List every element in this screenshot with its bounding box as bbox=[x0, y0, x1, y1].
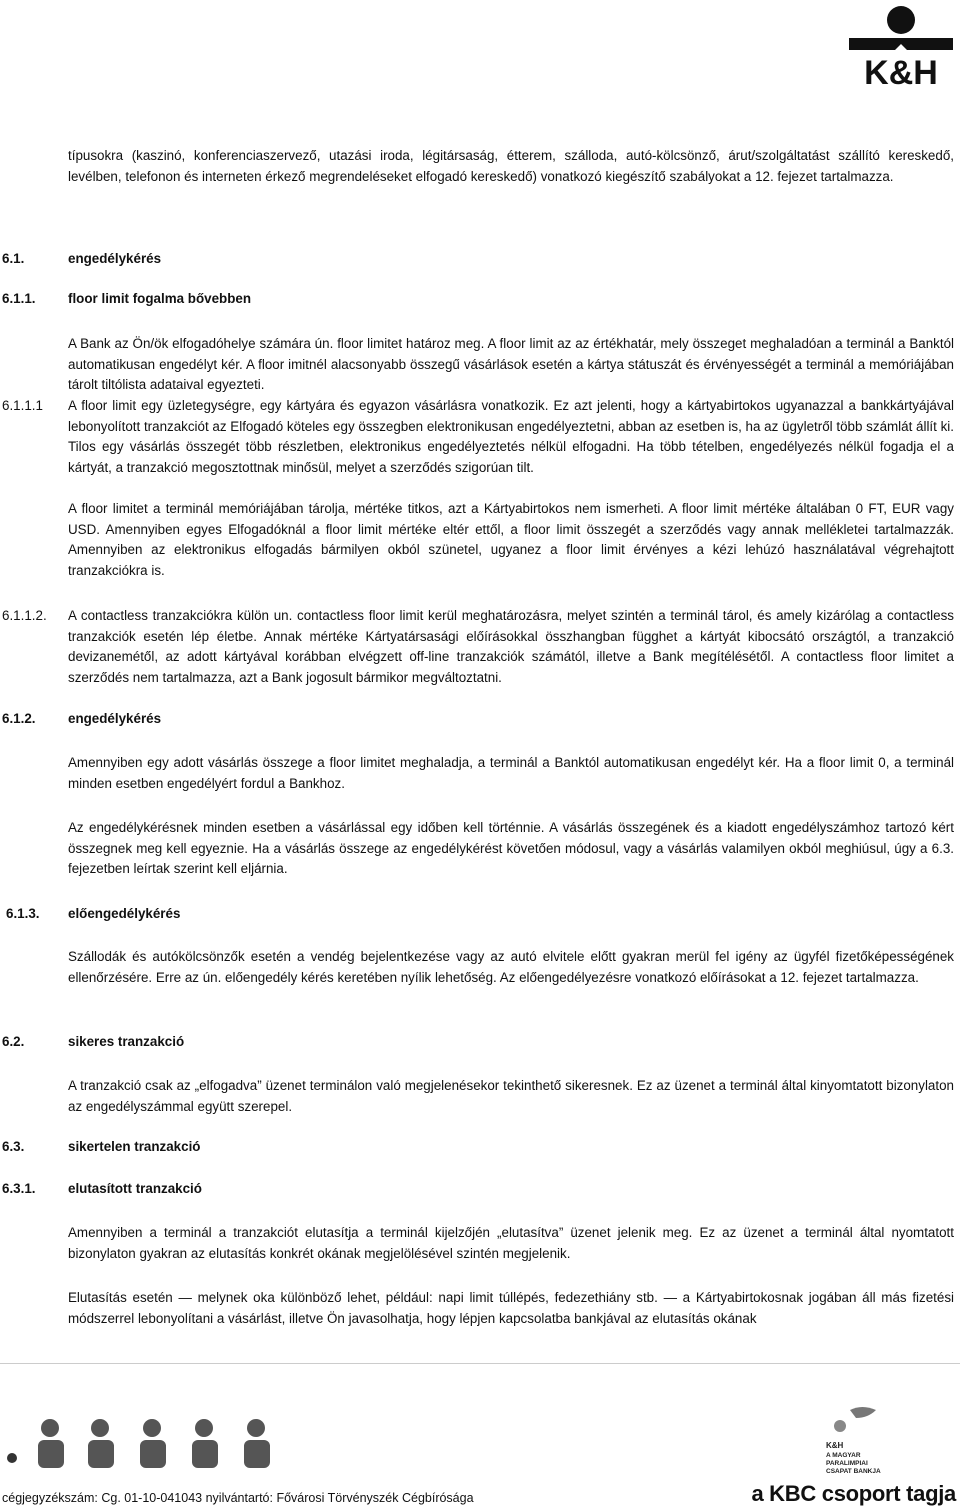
paragraph-6-3-1-a: Amennyiben a terminál a tranzakciót elutasítja a terminál kijelzőjén „elutasítva” üzenet jelenik meg. Ez az üzenet a terminál által nyomtatott bizonylaton gyakran az elutasítás konkrét okának megjelölésével szintén megjelenik. bbox=[68, 1225, 954, 1261]
section-number-6-1-1: 6.1.1. bbox=[2, 291, 36, 306]
kh-logo-icon bbox=[845, 4, 957, 88]
section-title-6-3: sikertelen tranzakció bbox=[68, 1139, 201, 1154]
section-title-6-3-1: elutasított tranzakció bbox=[68, 1181, 202, 1196]
paragraph-6-2: A tranzakció csak az „elfogadva” üzenet terminálon való megjelenésekor tekinthető sikeresnek. Ez az üzenet a terminál által kinyomtatott bizonylaton az engedélyszámmal együtt szerepel. bbox=[68, 1078, 954, 1114]
section-title-6-1-3: előengedélykérés bbox=[68, 906, 181, 921]
section-number-6-1-2: 6.1.2. bbox=[2, 711, 36, 726]
section-number-6-3-1: 6.3.1. bbox=[2, 1181, 36, 1196]
badge-line-4: CSAPAT BANKJA bbox=[826, 1468, 881, 1475]
section-title-6-1-1: floor limit fogalma bővebben bbox=[68, 291, 252, 306]
section-number-6-1-1-2: 6.1.1.2. bbox=[2, 608, 47, 623]
section-number-6-1-1-1: 6.1.1.1 bbox=[2, 398, 43, 413]
badge-line-2: A MAGYAR bbox=[826, 1452, 861, 1459]
paragraph-6-1-2-a: Amennyiben egy adott vásárlás összege a floor limitet meghaladja, a terminál a Banktól automatikusan engedélyt kér. Ha a floor limit 0, a terminál minden esetben engedélyért fordul a Bankhoz. bbox=[68, 755, 954, 791]
badge-line-3: PARALIMPIAI bbox=[826, 1460, 868, 1467]
paragraph-6-1-2-b: Az engedélykérésnek minden esetben a vásárlással egy időben kell történnie. A vásárlás összegének és a kiadott engedélyszámhoz tartozó kért összegnek meg kell egyeznie. Ha a vásárlás összege az engedélykérést követően módosul, vagy a vásárlás valamilyen okból meghiúsul, úgy a 6.3. fejezetben leírtak szerint kell eljárnia. bbox=[68, 820, 954, 876]
section-title-6-1-2: engedélykérés bbox=[68, 711, 162, 726]
section-number-6-3: 6.3. bbox=[2, 1139, 25, 1154]
footer-people-icon bbox=[0, 1416, 300, 1470]
section-title-6-2: sikeres tranzakció bbox=[68, 1034, 185, 1049]
paragraph-6-1-1: A Bank az Ön/ök elfogadóhelye számára ún. floor limitet határoz meg. A floor limit az az értékhatár, mely összeget meghaladóan a terminál a Banktól automatikusan engedélyt kér. A floor imitnél alacsonyabb összegű vásárlások esetén a kártya státuszát és érvényességét a terminál a memóriájában tárolt tiltólista adataival egyezteti. bbox=[68, 336, 954, 392]
badge-line-1: K&H bbox=[826, 1441, 844, 1450]
section-title-6-1: engedélykérés bbox=[68, 251, 162, 266]
company-registry-text: cégjegyzékszám: Cg. 01-10-041043 nyilvántartó: Fővárosi Törvényszék Cégbírósága bbox=[2, 1491, 474, 1505]
logo-text: K&H bbox=[864, 54, 938, 88]
paragraph-6-1-1-1-b: A floor limitet a terminál memóriájában tárolja, mértéke titkos, azt a Kártyabirtokos nem ismerheti. A floor limit mértéke általában 0 FT, EUR vagy USD. Amennyiben egyes Elfogadóknál a floor limit mértéke eltér ettől, a floor limit összegét a szerződés vagy annak mellékletei tartalmazzák. Amennyiben az elektronikus elfogadás bármilyen okból szünetel, ugyanez a floor limit érvényes a kézi lehúzó használatával végrehajtott tranzakciókra is. bbox=[68, 501, 954, 578]
paralympic-badge-icon bbox=[822, 1404, 892, 1478]
section-number-6-1-3: 6.1.3. bbox=[6, 906, 40, 921]
paragraph-6-3-1-b: Elutasítás esetén — melynek oka különböző lehet, például: napi limit túllépés, fedezethiány stb. — a Kártyabirtokosnak jogában áll más fizetési módszerrel lebonyolítani a vásárlást, illetve Ön javasolhatja, hogy lépjen kapcsolatba bankjával az elutasítás okának bbox=[68, 1290, 954, 1326]
section-number-6-2: 6.2. bbox=[2, 1034, 25, 1049]
paragraph-6-1-3: Szállodák és autókölcsönzők esetén a vendég bejelentkezése vagy az autó elvitele előtt gyakran merül fel igény az ügyfél fizetőképességének ellenőrzésére. Erre az ún. előengedély kérés keretében nyílik lehetőség. Az előengedélyezésre vonatkozó előírásokat a 12. fejezet tartalmazza. bbox=[68, 949, 954, 985]
section-number-6-1: 6.1. bbox=[2, 251, 25, 266]
footer-divider bbox=[0, 1363, 960, 1364]
intro-paragraph: típusokra (kaszinó, konferenciaszervező, utazási iroda, légitársaság, étterem, szálloda, autó-kölcsönző, árut/szolgáltatást szállító kereskedő, levélben, telefonon és interneten érkező megrendeléseket elfogadó kereskedő) vonatkozó kiegészítő szabályokat a 12. fejezet tartalmazza. bbox=[68, 148, 954, 184]
paragraph-6-1-1-1-a: A floor limit egy üzletegységre, egy kártyára és egyazon vásárlásra vonatkozik. Ez azt jelenti, hogy a kártyabirtokos ugyanazzal a bankkártyájával lebonyolított tranzakciót az Elfogadó köteles egy összegben elektronikusan engedélyeztetni, abban az esetben is, ha az ügyletről több számlát állít ki. Tilos egy vásárlás összegét több részletben, elektronikus engedélyeztetés nélkül elfogadni. Ha több tételben, engedélyezés nélkül fogadja el a kártyát, a tranzakció megosztottnak minősül, melyet a szerződés szigorúan tilt. bbox=[68, 398, 954, 475]
kbc-group-tagline: a KBC csoport tagja bbox=[751, 1481, 956, 1506]
paragraph-6-1-1-2: A contactless tranzakciókra külön un. contactless floor limit kerül meghatározásra, melyet szintén a terminál tárol, és amely kizárólag a contactless tranzakciók esetén lép életbe. Annak mértéke Kártyatársasági előírásokkal összhangban függhet a kártyát kibocsátó országtól, a tranzakció devizanemétől, az adott kártyával korábban elvégzett off-line tranzakciók számától, illetve a Bank megítélésétől. A contactless floor limitet a szerződés nem tartalmazza, azt a Bank jogosult bármikor megváltoztatni. bbox=[68, 608, 954, 685]
